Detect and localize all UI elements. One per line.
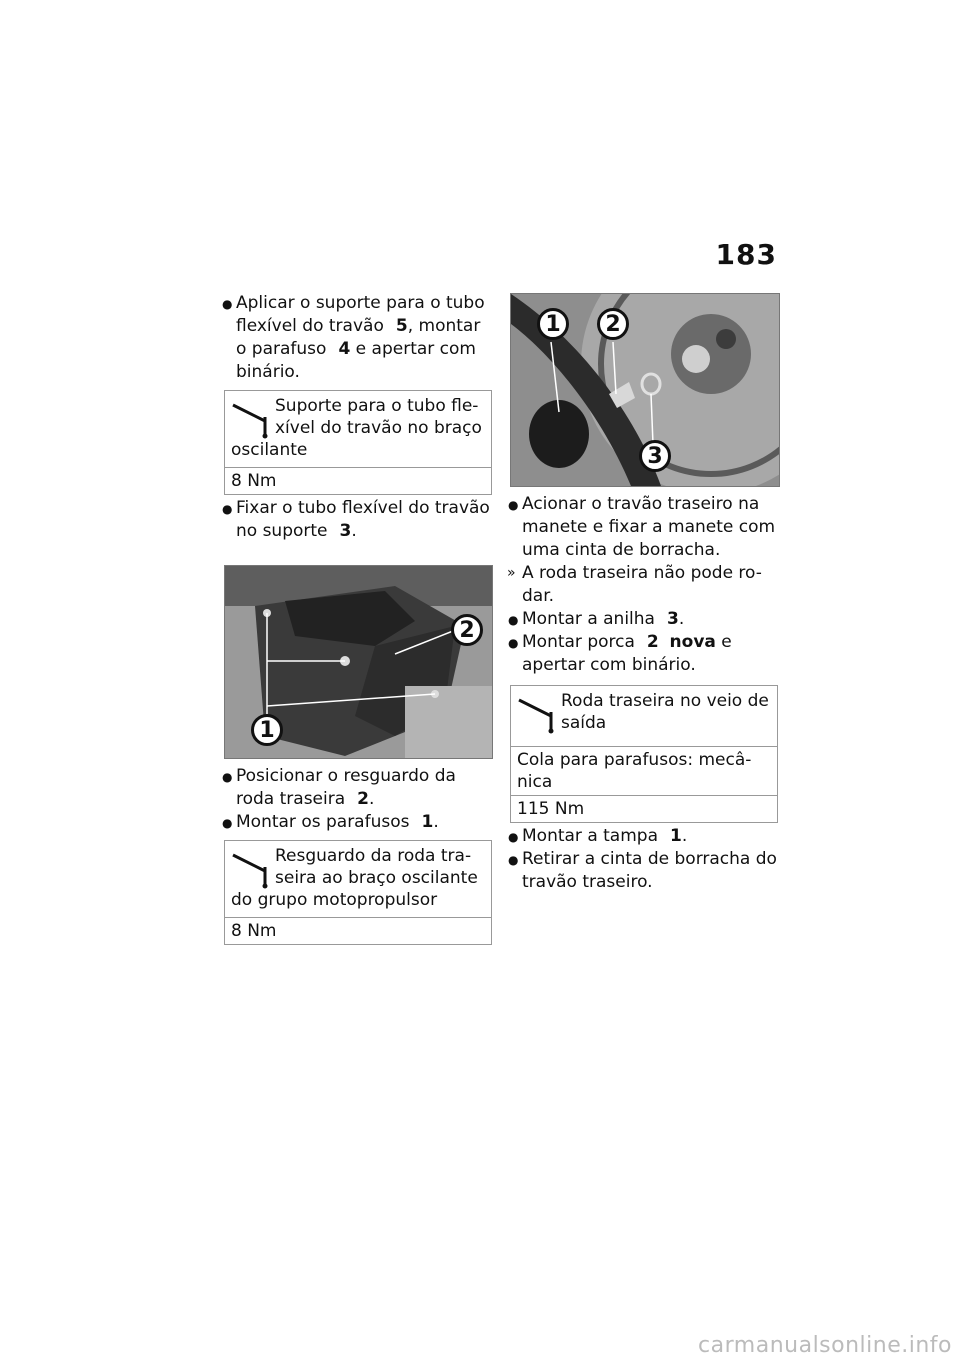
ref-1: 1 [670,826,682,846]
ref-2: 2 [646,632,659,652]
bullet-icon: ● [508,853,519,867]
ref-4: 4 [338,339,351,359]
bullet-icon: ● [508,613,519,627]
callout-2: 2 [597,308,629,340]
bullet-icon: ● [508,498,519,512]
result-arrow-icon: » [507,565,516,581]
ref-2: 2 [357,789,369,809]
result-wheel-locked: » A roda traseira não pode ro- dar. [507,563,762,606]
callout-1: 1 [537,308,569,340]
photo-rear-axle [510,293,780,487]
bullet-icon: ● [222,502,233,516]
bullet-icon: ● [508,636,519,650]
step-fix-hose: ● Fixar o tubo flexível do travão no suporte 3. [222,498,490,541]
callout-3: 3 [639,440,671,472]
bullet-icon: ● [222,770,233,784]
page-number: 183 [715,238,777,271]
torque-value: 8 Nm [225,467,491,494]
torque-value: 115 Nm [511,795,777,822]
step-apply-bracket: ● Aplicar o suporte para o tubo flexível do travão 5, montar o parafuso 4 e apertar com binário. [222,293,485,382]
callout-1: 1 [251,714,283,746]
ref-3: 3 [666,609,679,629]
watermark-site: carmanualsonline.info [698,1333,952,1358]
bullet-icon: ● [222,816,233,830]
ref-1: 1 [421,812,434,832]
step-mount-cover: ● Montar a tampa 1. [510,825,778,848]
step-apply-brake: ● Acionar o travão traseiro na manete e fixar a manete com uma cinta de borracha. [508,494,776,560]
torque-wrench-icon [231,399,275,439]
torque-spec-axle: Roda traseira no veio de saída Cola para parafusos: mecâ- nica 115 Nm [510,685,778,823]
step-position-guard: ● Posicionar o resguardo da roda traseira 2. [222,766,456,809]
step-mount-screws: ● Montar os parafusos 1. [224,811,492,834]
callout-2: 2 [451,614,483,646]
torque-value: 8 Nm [225,917,491,944]
bullet-icon: ● [508,830,519,844]
bullet-icon: ● [222,297,233,311]
torque-spec-guard: Resguardo da roda tra- seira ao braço oscilante do grupo motopropulsor 8 Nm [224,840,492,945]
left-column [224,292,492,947]
step-mount-nut: ● Montar porca 2 nova e apertar com binário. [508,632,732,675]
ref-3: 3 [339,521,352,541]
ref-5: 5 [395,316,408,336]
torque-wrench-icon [231,849,275,889]
step-remove-strap: ● Retirar a cinta de borracha do travão traseiro. [508,849,777,892]
torque-spec-bracket: Suporte para o tubo fle- xível do travão no braço oscilante 8 Nm [224,390,492,495]
photo-rear-wheel-guard [224,565,493,759]
threadlocker-note: Cola para parafusos: mecâ- nica [511,746,777,795]
step-mount-washer: ● Montar a anilha 3. [510,608,778,631]
torque-wrench-icon [517,694,561,734]
new-label: nova [669,632,716,652]
right-column [507,292,778,894]
